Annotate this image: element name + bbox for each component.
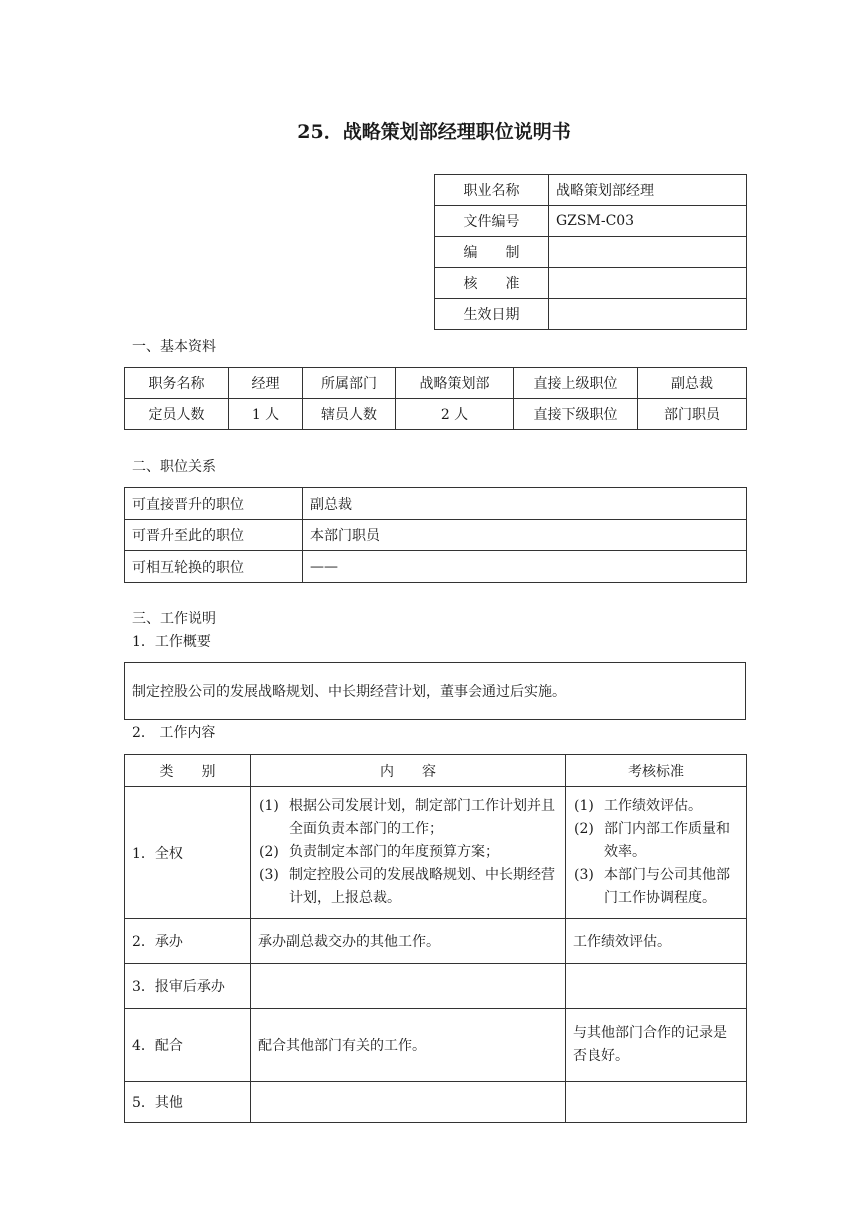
basic-info-row bbox=[125, 399, 747, 430]
standard-item bbox=[574, 795, 740, 818]
work-summary-text: 制定控股公司的发展战略规划、中长期经营计划，董事会通过后实施。 bbox=[132, 684, 566, 700]
doc-info-row bbox=[435, 268, 747, 299]
doc-info-row bbox=[435, 299, 747, 330]
work-category: 5．其他 bbox=[125, 1082, 251, 1123]
item-number: (1) bbox=[574, 798, 594, 814]
work-standard bbox=[566, 1082, 747, 1123]
relations-label: 可相互轮换的职位 bbox=[125, 551, 303, 583]
work-category: 1．全权 bbox=[125, 787, 251, 919]
work-standard: 工作绩效评估。 bbox=[566, 919, 747, 964]
doc-info-value: 战略策划部经理 bbox=[549, 175, 747, 206]
section-heading-work: 三、工作说明 bbox=[132, 611, 216, 627]
basic-info-table bbox=[124, 367, 747, 430]
item-number: (2) bbox=[259, 844, 279, 860]
doc-info-label: 生效日期 bbox=[435, 299, 549, 330]
work-category: 4．配合 bbox=[125, 1009, 251, 1082]
header-content: 内 容 bbox=[251, 755, 566, 787]
work-category: 3．报审后承办 bbox=[125, 964, 251, 1009]
header-standard: 考核标准 bbox=[566, 755, 747, 787]
item-text: 工作绩效评估。 bbox=[604, 798, 702, 814]
item-number: (3) bbox=[574, 867, 594, 883]
item-text: 负责制定本部门的年度预算方案； bbox=[289, 844, 499, 860]
item-text: 本部门与公司其他部门工作协调程度。 bbox=[604, 867, 730, 906]
work-content bbox=[251, 1082, 566, 1123]
work-row bbox=[125, 919, 747, 964]
basic-info-cell: 所属部门 bbox=[303, 368, 396, 399]
content-item bbox=[259, 841, 557, 864]
content-item bbox=[259, 795, 557, 841]
basic-info-row bbox=[125, 368, 747, 399]
section-heading-relations: 二、职位关系 bbox=[132, 459, 216, 475]
item-number: (1) bbox=[259, 798, 279, 814]
doc-info-value bbox=[549, 299, 747, 330]
work-row bbox=[125, 1082, 747, 1123]
relations-value: —— bbox=[303, 551, 747, 583]
relations-value: 副总裁 bbox=[303, 488, 747, 520]
subheading-content: 2． 工作内容 bbox=[132, 725, 216, 741]
work-header-row bbox=[125, 755, 747, 787]
work-standard: 与其他部门合作的记录是否良好。 bbox=[566, 1009, 747, 1082]
basic-info-cell: 部门职员 bbox=[638, 399, 747, 430]
work-content bbox=[251, 787, 566, 919]
doc-info-table bbox=[434, 174, 747, 330]
basic-info-cell: 副总裁 bbox=[638, 368, 747, 399]
doc-info-row bbox=[435, 206, 747, 237]
subheading-summary: 1．工作概要 bbox=[132, 634, 211, 650]
basic-info-cell: 经理 bbox=[229, 368, 303, 399]
doc-info-value bbox=[549, 268, 747, 299]
basic-info-cell: 2 人 bbox=[396, 399, 514, 430]
work-row bbox=[125, 1009, 747, 1082]
item-text: 部门内部工作质量和效率。 bbox=[604, 821, 730, 860]
work-content: 配合其他部门有关的工作。 bbox=[251, 1009, 566, 1082]
doc-info-value bbox=[549, 237, 747, 268]
doc-info-label: 职业名称 bbox=[435, 175, 549, 206]
item-text: 根据公司发展计划，制定部门工作计划并且全面负责本部门的工作； bbox=[289, 798, 555, 837]
work-category: 2．承办 bbox=[125, 919, 251, 964]
item-number: (3) bbox=[259, 867, 279, 883]
basic-info-cell: 1 人 bbox=[229, 399, 303, 430]
content-item bbox=[259, 864, 557, 910]
relations-label: 可直接晋升的职位 bbox=[125, 488, 303, 520]
relations-row bbox=[125, 551, 747, 583]
work-content-table bbox=[124, 754, 747, 1123]
basic-info-cell: 职务名称 bbox=[125, 368, 229, 399]
standard-item bbox=[574, 864, 740, 910]
work-row bbox=[125, 787, 747, 919]
relations-table bbox=[124, 487, 747, 583]
relations-label: 可晋升至此的职位 bbox=[125, 520, 303, 551]
work-standard bbox=[566, 787, 747, 919]
work-standard bbox=[566, 964, 747, 1009]
item-number: (2) bbox=[574, 821, 594, 837]
basic-info-cell: 辖员人数 bbox=[303, 399, 396, 430]
basic-info-cell: 定员人数 bbox=[125, 399, 229, 430]
header-category: 类 别 bbox=[125, 755, 251, 787]
item-text: 制定控股公司的发展战略规划、中长期经营计划，上报总裁。 bbox=[289, 867, 555, 906]
standard-item bbox=[574, 818, 740, 864]
work-content bbox=[251, 964, 566, 1009]
relations-row bbox=[125, 488, 747, 520]
relations-value: 本部门职员 bbox=[303, 520, 747, 551]
basic-info-cell: 直接下级职位 bbox=[514, 399, 638, 430]
basic-info-cell: 直接上级职位 bbox=[514, 368, 638, 399]
relations-row bbox=[125, 520, 747, 551]
doc-info-row bbox=[435, 175, 747, 206]
work-summary-box bbox=[124, 662, 746, 720]
page-title: 25．战略策划部经理职位说明书 bbox=[297, 121, 571, 143]
doc-info-label: 文件编号 bbox=[435, 206, 549, 237]
work-content: 承办副总裁交办的其他工作。 bbox=[251, 919, 566, 964]
doc-info-label: 编 制 bbox=[435, 237, 549, 268]
work-row bbox=[125, 964, 747, 1009]
doc-info-value: GZSM-C03 bbox=[549, 206, 747, 237]
basic-info-cell: 战略策划部 bbox=[396, 368, 514, 399]
section-heading-basic-info: 一、基本资料 bbox=[132, 339, 216, 355]
doc-info-label: 核 准 bbox=[435, 268, 549, 299]
doc-info-row bbox=[435, 237, 747, 268]
